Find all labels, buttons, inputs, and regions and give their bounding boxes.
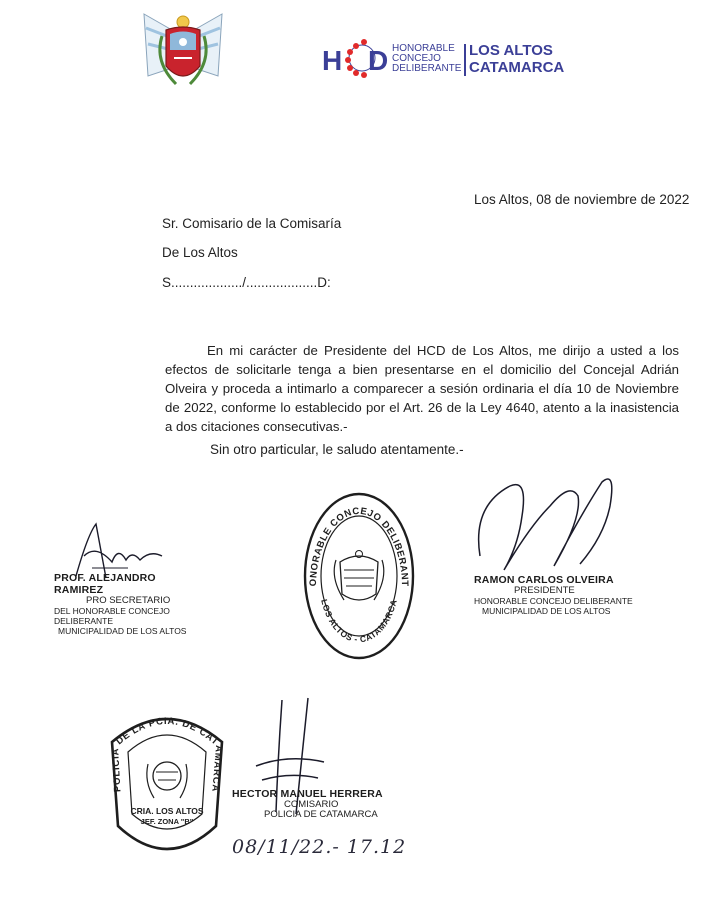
council-oval-stamp: [300, 490, 418, 662]
council-line-2: CONCEJO: [392, 53, 441, 64]
signer-police-org: POLICIA DE CATAMARCA: [264, 809, 378, 820]
handwritten-date-note: 08/11/22.- 17.12: [232, 836, 407, 858]
city-name-block: [469, 42, 579, 76]
signer-left-org1: DEL HONORABLE CONCEJO DELIBERANTE: [54, 606, 170, 626]
signature-scribble-right: [470, 466, 620, 586]
svg-text:D: D: [368, 45, 389, 76]
police-stamp-arc-text: POLICIA DE LA PCIA. DE CATAMARCA: [109, 715, 225, 793]
signer-left-name: PROF. ALEJANDRO RAMIREZ: [54, 572, 156, 596]
signature-block-left: [54, 572, 204, 636]
council-line-1: HONORABLE: [392, 43, 455, 54]
provincial-coat-of-arms: [136, 6, 230, 98]
salutation: S.................../...................D:: [162, 275, 331, 290]
body-paragraph: En mi carácter de Presidente del HCD de Los Altos, me dirijo a usted a los efectos de solicitarle tenga a bien presentarse en el domicilio del Concejal Adrián Olveira y proceda a intimarlo a comparecer a sesión ordinaria el día 10 de Noviembre de 2022, conforme lo establecido por el Art. 26 de la Ley 4640, atento a la inasistencia a dos citaciones consecutivas.-: [165, 343, 679, 434]
recipient-line-1: Sr. Comisario de la Comisaría: [162, 216, 342, 231]
council-line-3: DELIBERANTE: [392, 63, 462, 74]
city-line-2: CATAMARCA: [469, 59, 565, 76]
hcd-logo: [322, 36, 390, 82]
closing-line: Sin otro particular, le saludo atentamente.-: [210, 442, 464, 457]
council-stamp-top-text: ONORABLE CONCEJO DELIBERANT: [307, 505, 411, 587]
recipient-line-2: De Los Altos: [162, 245, 238, 260]
signer-left-title: PRO SECRETARIO: [86, 595, 171, 606]
place-date: Los Altos, 08 de noviembre de 2022: [474, 192, 690, 207]
city-line-1: LOS ALTOS: [469, 42, 553, 59]
svg-text:HONORABLE CONCEJO DELIBERANTE: [300, 490, 410, 587]
svg-text:H: H: [322, 45, 343, 76]
signer-right-org2: MUNICIPALIDAD DE LOS ALTOS: [482, 606, 611, 616]
svg-text:POLICIA DE LA PCIA. DE CATAMAR: [110, 716, 224, 793]
signer-police-title: COMISARIO: [284, 799, 339, 810]
svg-text:LOS ALTOS - CATAMARCA: [319, 598, 399, 644]
police-stamp-line-1: CRIA. LOS ALTOS: [130, 806, 204, 816]
police-shield-stamp: [106, 702, 228, 862]
signer-left-org2: MUNICIPALIDAD DE LOS ALTOS: [58, 626, 187, 636]
signature-block-right: [474, 574, 634, 616]
signer-right-name: RAMON CARLOS OLVEIRA: [474, 574, 614, 586]
signer-police-name: HECTOR MANUEL HERRERA: [232, 788, 383, 800]
header-divider: [464, 44, 466, 76]
council-stamp-bottom-text: LOS ALTOS - CATAMARCA: [319, 598, 399, 645]
police-stamp-line-2: JEF. ZONA "B": [140, 817, 194, 826]
council-name-block: [392, 44, 464, 74]
signer-right-org1: HONORABLE CONCEJO DELIBERANTE: [474, 596, 633, 606]
signer-right-title: PRESIDENTE: [514, 585, 575, 596]
signature-block-police: [232, 788, 402, 820]
